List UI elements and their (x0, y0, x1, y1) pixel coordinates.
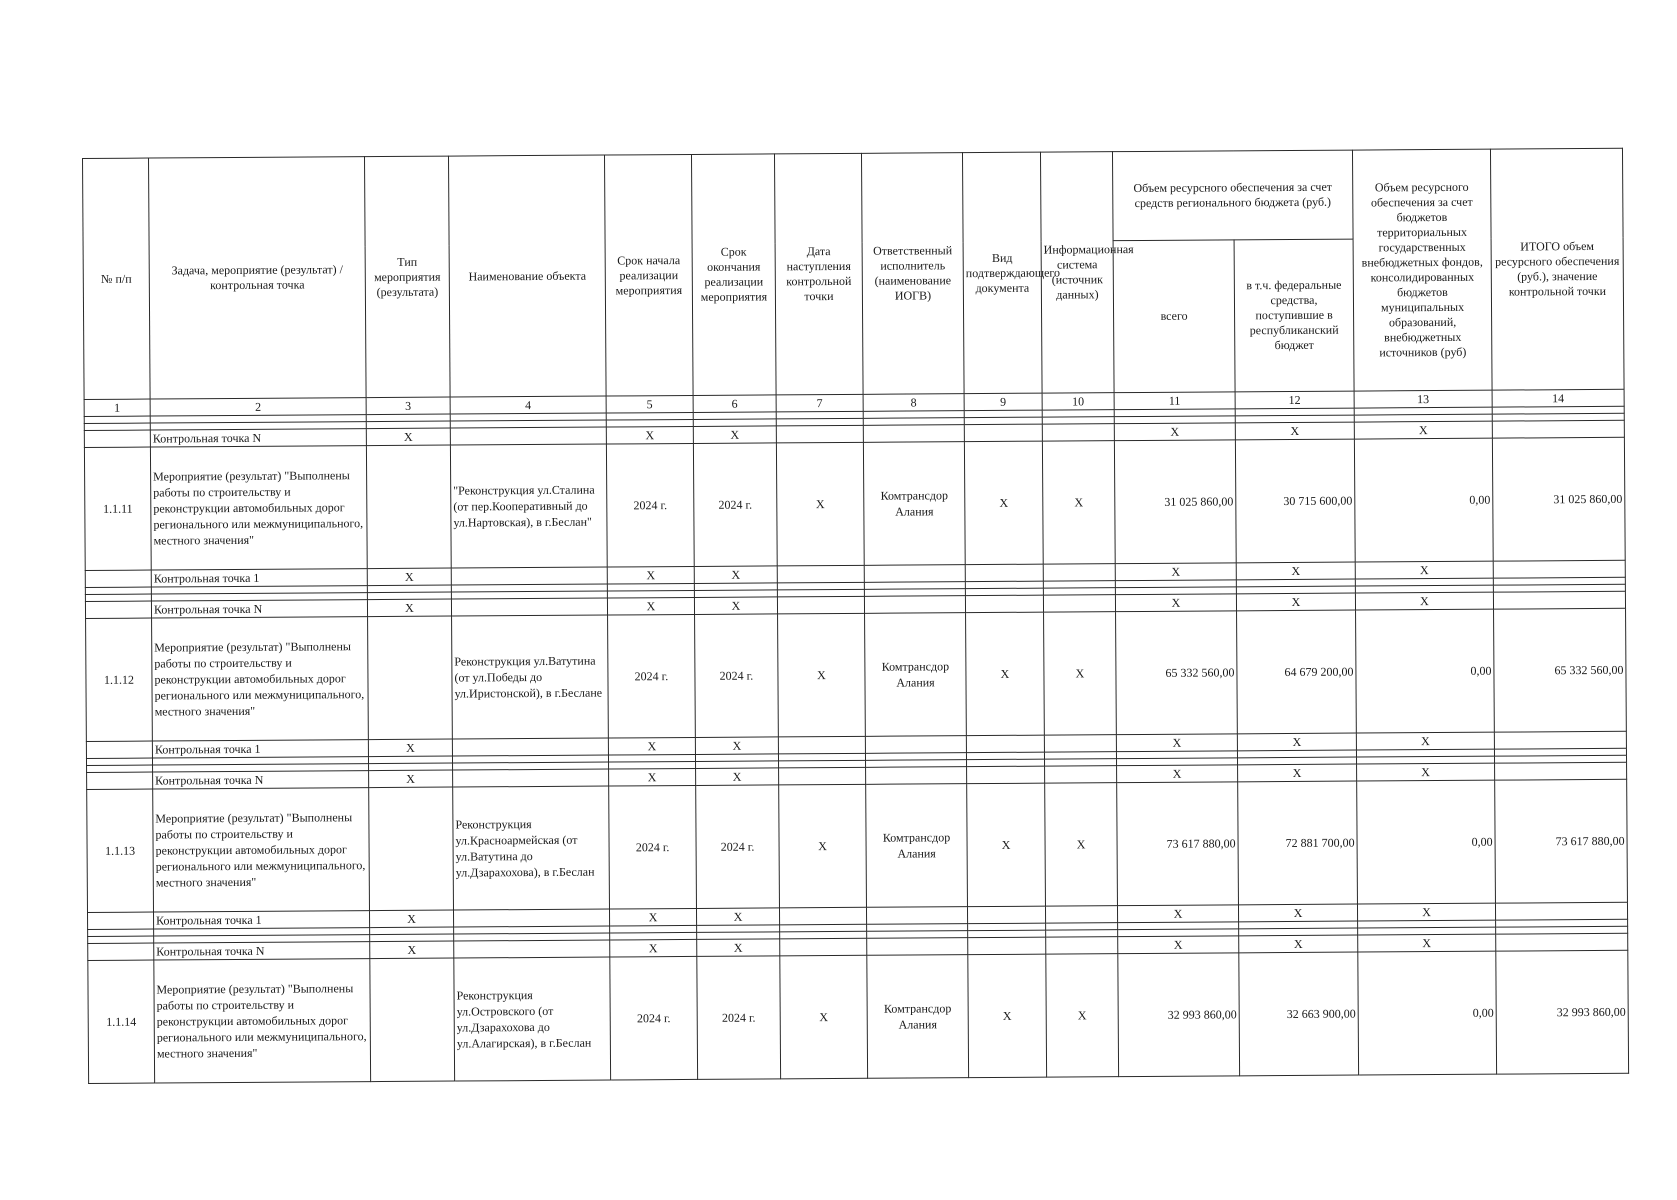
x-mark: X (696, 768, 779, 786)
end-date: 2024 г. (695, 614, 779, 738)
itogo-total: 73 617 880,00 (1495, 779, 1628, 903)
empty-cell (86, 741, 152, 758)
header-doc: Вид подтверждающего документа (962, 152, 1042, 394)
header-row-1 (83, 148, 1624, 247)
activity-number: 1.1.13 (87, 789, 154, 912)
x-mark: X (609, 908, 696, 926)
empty-cell (779, 767, 866, 785)
start-date: 2024 г. (606, 443, 694, 567)
control-date: X (776, 442, 864, 566)
column-number: 4 (450, 396, 606, 414)
x-mark: X (368, 739, 452, 757)
document-type: X (966, 612, 1045, 736)
control-point-label: Контрольная точка 1 (152, 740, 368, 758)
empty-cell (88, 912, 154, 929)
x-mark: X (693, 426, 776, 444)
federal-funds: 72 881 700,00 (1238, 781, 1358, 905)
empty-cell (965, 595, 1043, 613)
column-number: 9 (964, 393, 1042, 411)
empty-cell (450, 427, 606, 445)
empty-cell (864, 596, 965, 614)
regional-total: 65 332 560,00 (1116, 611, 1238, 735)
start-date: 2024 г. (608, 614, 696, 738)
header-task: Задача, мероприятие (результат) / контрольная точка (149, 157, 367, 399)
activity-type (368, 616, 453, 740)
header-federal: в т.ч. федеральные средства, поступившие в республиканский бюджет (1234, 239, 1354, 392)
activity-row (87, 779, 1628, 912)
x-mark: X (1354, 421, 1492, 439)
start-date: 2024 г. (610, 956, 698, 1080)
column-number: 7 (776, 394, 863, 412)
activity-row (86, 608, 1627, 741)
x-mark: X (1238, 764, 1357, 782)
other-sources: 0,00 (1354, 438, 1493, 562)
x-mark: X (697, 939, 780, 957)
object-name: Реконструкция ул.Островского (от ул.Дзарахохова до ул.Алагирская), в г.Беслан (454, 957, 611, 1081)
empty-cell (777, 596, 864, 614)
activity-description: Мероприятие (результат) "Выполнены работы по строительству и реконструкции автомобильных дорог регионального или межмуниципального, местного значения" (152, 617, 369, 741)
end-date: 2024 г. (696, 785, 780, 909)
empty-cell (776, 425, 863, 443)
empty-cell (1494, 731, 1626, 749)
activity-type (366, 445, 451, 569)
header-start: Срок начала реализации мероприятия (604, 154, 693, 396)
empty-cell (865, 736, 966, 754)
x-mark: X (1355, 592, 1493, 610)
x-mark: X (369, 770, 453, 788)
empty-cell (967, 906, 1045, 924)
activity-type (369, 787, 454, 911)
x-mark: X (366, 428, 450, 446)
x-mark: X (694, 566, 777, 584)
x-mark: X (606, 426, 693, 444)
x-mark: X (1236, 562, 1355, 580)
empty-cell (1045, 906, 1117, 923)
column-number: 10 (1042, 393, 1114, 410)
header-end: Срок окончания реализации мероприятия (691, 154, 776, 396)
x-mark: X (1237, 733, 1356, 751)
x-mark: X (1235, 422, 1354, 440)
federal-funds: 32 663 900,00 (1239, 952, 1359, 1076)
executor: Комтрансдор Алания (866, 784, 968, 908)
control-point-label: Контрольная точка 1 (151, 569, 367, 587)
activity-description: Мероприятие (результат) "Выполнены работы по строительству и реконструкции автомобильных дорог регионального или межмуниципального, местного значения" (150, 446, 367, 570)
empty-cell (966, 735, 1044, 753)
empty-cell (453, 769, 609, 787)
x-mark: X (609, 768, 696, 786)
control-point-label: Контрольная точка N (151, 600, 367, 618)
header-type: Тип мероприятия (результата) (364, 156, 450, 398)
empty-cell (87, 772, 153, 789)
control-point-label: Контрольная точка 1 (154, 911, 370, 929)
end-date: 2024 г. (693, 443, 777, 567)
x-mark: X (367, 599, 451, 617)
x-mark: X (696, 908, 779, 926)
control-date: X (779, 784, 867, 908)
executor: Комтрансдор Алания (863, 442, 965, 566)
column-number: 2 (150, 398, 366, 416)
empty-cell (1492, 420, 1624, 438)
activity-number: 1.1.14 (88, 960, 155, 1083)
control-point-label: Контрольная точка N (150, 429, 366, 447)
header-other-sources: Объем ресурсного обеспечения за счет бюджетов территориальных государственных внебюджетных фондов, консолидированных бюджетов муниципальных образований, внебюджетных источников (руб) (1352, 149, 1492, 391)
x-mark: X (370, 941, 454, 959)
empty-cell (863, 425, 964, 443)
x-mark: X (694, 597, 777, 615)
header-total: всего (1113, 240, 1235, 393)
x-mark: X (1115, 594, 1236, 612)
object-name: Реконструкция ул.Красноармейская (от ул.Ватутина до ул.Дзарахохова), в г.Беслан (453, 786, 610, 910)
empty-cell (1043, 595, 1115, 612)
empty-cell (866, 907, 967, 925)
empty-cell (779, 907, 866, 925)
x-mark: X (608, 737, 695, 755)
regional-total: 31 025 860,00 (1114, 440, 1236, 564)
itogo-total: 65 332 560,00 (1494, 608, 1627, 732)
other-sources: 0,00 (1357, 780, 1496, 904)
x-mark: X (1117, 765, 1238, 783)
end-date: 2024 г. (697, 956, 781, 1080)
x-mark: X (695, 737, 778, 755)
regional-total: 73 617 880,00 (1117, 782, 1239, 906)
column-number: 14 (1492, 389, 1624, 407)
x-mark: X (1357, 763, 1495, 781)
x-mark: X (1118, 936, 1239, 954)
empty-cell (1042, 424, 1114, 441)
document-type: X (964, 441, 1043, 565)
x-mark: X (1114, 423, 1235, 441)
x-mark: X (1236, 593, 1355, 611)
executor: Комтрансдор Алания (867, 955, 969, 1079)
other-sources: 0,00 (1358, 951, 1497, 1075)
x-mark: X (610, 939, 697, 957)
x-mark: X (1356, 732, 1494, 750)
empty-cell (1495, 762, 1627, 780)
x-mark: X (369, 910, 453, 928)
x-mark: X (1238, 904, 1357, 922)
empty-cell (452, 738, 608, 756)
empty-cell (867, 938, 968, 956)
activity-row (88, 950, 1629, 1083)
column-number: 6 (693, 395, 776, 413)
info-system: X (1046, 954, 1119, 1077)
empty-cell (84, 430, 150, 447)
control-date: X (780, 955, 868, 1079)
header-date: Дата наступления контрольной точки (774, 153, 863, 395)
empty-cell (454, 940, 610, 958)
empty-cell (968, 937, 1046, 955)
header-num: № п/п (83, 158, 151, 399)
header-object: Наименование объекта (448, 155, 606, 397)
column-number: 13 (1354, 390, 1492, 408)
empty-cell (1495, 902, 1627, 920)
empty-cell (780, 938, 867, 956)
empty-cell (1044, 735, 1116, 752)
regional-total: 32 993 860,00 (1118, 953, 1240, 1077)
empty-cell (866, 767, 967, 785)
empty-cell (1493, 591, 1625, 609)
column-number: 3 (366, 397, 450, 415)
empty-cell (85, 601, 151, 618)
executor: Комтрансдор Алания (865, 613, 967, 737)
info-system: X (1042, 441, 1115, 564)
empty-cell (85, 570, 151, 587)
x-mark: X (1117, 905, 1238, 923)
empty-cell (965, 564, 1043, 582)
header-itogo: ИТОГО объем ресурсного обеспечения (руб.), значение контрольной точки (1490, 148, 1624, 390)
federal-funds: 30 715 600,00 (1235, 439, 1355, 563)
control-point-label: Контрольная точка N (153, 771, 369, 789)
activity-number: 1.1.12 (86, 618, 153, 741)
header-system: Информационная система (источник данных) (1040, 152, 1114, 393)
activity-row (84, 437, 1625, 570)
start-date: 2024 г. (609, 785, 697, 909)
control-point-label: Контрольная точка N (154, 942, 370, 960)
empty-cell (451, 567, 607, 585)
empty-cell (453, 909, 609, 927)
column-number: 8 (863, 394, 964, 412)
x-mark: X (367, 568, 451, 586)
x-mark: X (1357, 903, 1495, 921)
x-mark: X (1358, 934, 1496, 952)
x-mark: X (607, 566, 694, 584)
info-system: X (1044, 612, 1117, 735)
object-name: Реконструкция ул.Ватутина (от ул.Победы до ул.Иристонской), в г.Беслане (452, 615, 609, 739)
budget-table (82, 148, 1629, 1084)
empty-cell (777, 565, 864, 583)
activity-description: Мероприятие (результат) "Выполнены работы по строительству и реконструкции автомобильных дорог регионального или межмуниципального, местного значения" (153, 788, 370, 912)
x-mark: X (1239, 935, 1358, 953)
info-system: X (1045, 783, 1118, 906)
control-date: X (778, 613, 866, 737)
activity-number: 1.1.11 (84, 447, 151, 570)
document-type: X (967, 783, 1046, 907)
column-number: 12 (1235, 391, 1354, 409)
other-sources: 0,00 (1356, 609, 1495, 733)
activity-type (370, 958, 455, 1082)
header-regional-budget: Объем ресурсного обеспечения за счет средств регионального бюджета (руб.) (1112, 150, 1353, 241)
empty-cell (1496, 933, 1628, 951)
empty-cell (1046, 937, 1118, 954)
header-executor: Ответственный исполнитель (наименование ИОГВ) (861, 153, 964, 395)
column-number: 11 (1114, 392, 1235, 410)
column-number: 5 (606, 395, 693, 413)
empty-cell (964, 424, 1042, 442)
empty-cell (1043, 564, 1115, 581)
empty-cell (864, 565, 965, 583)
x-mark: X (1115, 563, 1236, 581)
federal-funds: 64 679 200,00 (1237, 610, 1357, 734)
itogo-total: 32 993 860,00 (1496, 950, 1629, 1074)
x-mark: X (607, 597, 694, 615)
activity-description: Мероприятие (результат) "Выполнены работы по строительству и реконструкции автомобильных дорог регионального или межмуниципального, местного значения" (154, 959, 371, 1083)
empty-cell (1493, 560, 1625, 578)
empty-cell (88, 943, 154, 960)
itogo-total: 31 025 860,00 (1492, 437, 1625, 561)
x-mark: X (1116, 734, 1237, 752)
x-mark: X (1355, 561, 1493, 579)
object-name: "Реконструкция ул.Сталина (от пер.Кооперативный до ул.Нартовская), в г.Беслан" (450, 444, 607, 568)
empty-cell (1045, 766, 1117, 783)
empty-cell (451, 598, 607, 616)
column-number: 1 (84, 399, 150, 416)
empty-cell (778, 736, 865, 754)
document-type: X (968, 954, 1047, 1078)
empty-cell (967, 766, 1045, 784)
